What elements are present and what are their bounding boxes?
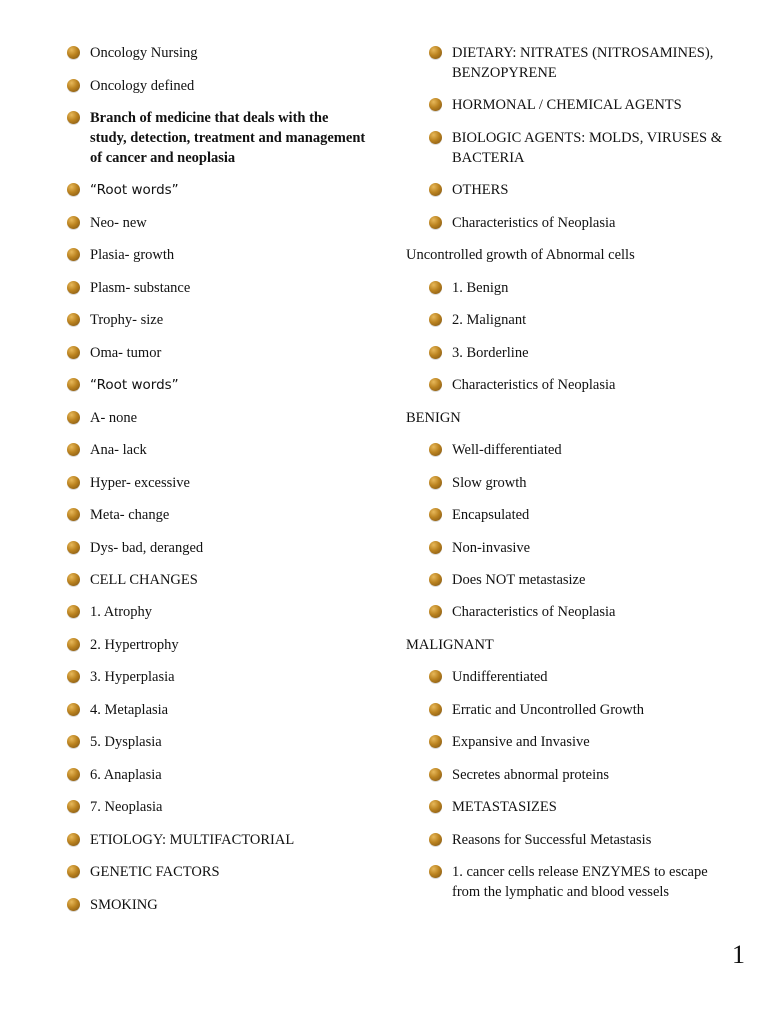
list-item-text: METASTASIZES: [452, 799, 557, 815]
list-item-text: Well-differentiated: [452, 442, 562, 458]
list-item: [66, 765, 366, 785]
list-item-text: CELL CHANGES: [90, 572, 198, 588]
bullet-icon: [67, 735, 80, 748]
section-heading-text: BENIGN: [406, 410, 461, 426]
list-item-text: 2. Hypertrophy: [90, 637, 179, 653]
list-item-text: 2. Malignant: [452, 312, 527, 328]
list-item-text: Meta- change: [90, 507, 170, 523]
list-item: [406, 862, 736, 902]
list-item-text: 1. Benign: [452, 280, 509, 296]
list-item-text: OTHERS: [452, 182, 509, 198]
list-item-text: “Root words”: [90, 182, 179, 198]
list-item: [66, 245, 366, 265]
list-item: [66, 732, 366, 752]
bullet-icon: [429, 735, 442, 748]
list-item-text: 3. Hyperplasia: [90, 669, 175, 685]
list-item: [66, 635, 366, 655]
list-item: [406, 95, 736, 115]
bullet-icon: [67, 248, 80, 261]
list-item: [66, 408, 366, 428]
section-heading: [406, 245, 736, 265]
definition-text: Branch of medicine that deals with the study, detection, treatment and management of cancer and neoplasia: [90, 110, 366, 166]
bullet-icon: [67, 281, 80, 294]
bullet-icon: [67, 476, 80, 489]
bullet-icon: [429, 541, 442, 554]
bullet-icon: [67, 605, 80, 618]
list-item-text: Characteristics of Neoplasia: [452, 377, 616, 393]
list-item: [66, 375, 366, 395]
list-item-text: 1. Atrophy: [90, 604, 153, 620]
list-item: [406, 375, 736, 395]
list-item-text: BIOLOGIC AGENTS: MOLDS, VIRUSES & BACTERIA: [452, 130, 723, 166]
list-item: [66, 278, 366, 298]
list-item: [66, 213, 366, 233]
list-item-text: GENETIC FACTORS: [90, 864, 220, 880]
list-item-text: Characteristics of Neoplasia: [452, 215, 616, 231]
list-item: [406, 700, 736, 720]
bullet-icon: [429, 508, 442, 521]
list-item: [66, 830, 366, 850]
section-heading: [406, 635, 736, 655]
bullet-icon: [67, 573, 80, 586]
list-item: [66, 505, 366, 525]
bullet-icon: [67, 898, 80, 911]
bullet-icon: [67, 768, 80, 781]
bullet-icon: [67, 541, 80, 554]
list-item-text: Erratic and Uncontrolled Growth: [452, 702, 645, 718]
bullet-icon: [429, 216, 442, 229]
bullet-icon: [429, 183, 442, 196]
list-item: [406, 505, 736, 525]
list-item: [66, 76, 366, 96]
list-item-text: Trophy- size: [90, 312, 164, 328]
list-item-text: 6. Anaplasia: [90, 767, 162, 783]
list-item-text: ETIOLOGY: MULTIFACTORIAL: [90, 832, 295, 848]
list-item-text: 4. Metaplasia: [90, 702, 169, 718]
list-item-text: Slow growth: [452, 475, 527, 491]
list-item: [66, 895, 366, 915]
list-item: [406, 570, 736, 590]
list-item-text: Dys- bad, deranged: [90, 540, 204, 556]
bullet-icon: [67, 508, 80, 521]
list-item: [406, 213, 736, 233]
list-item-text: Encapsulated: [452, 507, 530, 523]
list-item-text: HORMONAL / CHEMICAL AGENTS: [452, 97, 682, 113]
bullet-icon: [429, 703, 442, 716]
bullet-icon: [429, 313, 442, 326]
list-item-text: Plasia- growth: [90, 247, 175, 263]
bullet-icon: [429, 865, 442, 878]
bullet-icon: [429, 605, 442, 618]
list-item: [406, 602, 736, 622]
bullet-icon: [67, 111, 80, 124]
bullet-icon: [429, 281, 442, 294]
bullet-icon: [429, 833, 442, 846]
list-item: [406, 732, 736, 752]
bullet-icon: [429, 378, 442, 391]
list-item-text: DIETARY: NITRATES (NITROSAMINES), BENZOPYRENE: [452, 45, 714, 81]
bullet-icon: [67, 800, 80, 813]
list-item-text: 7. Neoplasia: [90, 799, 163, 815]
list-item-text: Reasons for Successful Metastasis: [452, 832, 652, 848]
list-item-text: Non-invasive: [452, 540, 531, 556]
list-item-text: Characteristics of Neoplasia: [452, 604, 616, 620]
bullet-icon: [67, 703, 80, 716]
list-item-text: 5. Dysplasia: [90, 734, 162, 750]
bullet-icon: [67, 638, 80, 651]
list-item: [66, 700, 366, 720]
list-item: [406, 667, 736, 687]
bullet-icon: [67, 346, 80, 359]
list-item: [406, 830, 736, 850]
bullet-icon: [429, 131, 442, 144]
list-item: [406, 180, 736, 200]
bullet-icon: [67, 183, 80, 196]
list-item-text: Neo- new: [90, 215, 147, 231]
bullet-icon: [67, 378, 80, 391]
list-item: [66, 180, 366, 200]
bullet-icon: [429, 98, 442, 111]
list-item-text: “Root words”: [90, 377, 179, 393]
list-item-text: 3. Borderline: [452, 345, 529, 361]
bullet-icon: [67, 79, 80, 92]
list-item: [406, 43, 736, 83]
list-item: [66, 473, 366, 493]
section-heading-text: MALIGNANT: [406, 637, 494, 653]
list-item-text: Undifferentiated: [452, 669, 548, 685]
bullet-icon: [67, 865, 80, 878]
list-item-text: Secretes abnormal proteins: [452, 767, 610, 783]
list-item-text: Expansive and Invasive: [452, 734, 590, 750]
list-item-text: Ana- lack: [90, 442, 147, 458]
list-item: [406, 310, 736, 330]
list-item: [406, 765, 736, 785]
bullet-icon: [429, 573, 442, 586]
bullet-icon: [67, 833, 80, 846]
list-item: [66, 343, 366, 363]
list-item-text: A- none: [90, 410, 138, 426]
page-number: 1: [732, 940, 745, 969]
list-item: [406, 473, 736, 493]
list-item: [66, 862, 366, 882]
list-item: [66, 538, 366, 558]
list-item-text: Oncology defined: [90, 78, 195, 94]
list-item-text: Plasm- substance: [90, 280, 191, 296]
bullet-icon: [429, 476, 442, 489]
list-item-text: Oma- tumor: [90, 345, 162, 361]
list-item: [66, 108, 366, 168]
bullet-icon: [429, 768, 442, 781]
list-item: [66, 797, 366, 817]
list-item: [406, 797, 736, 817]
list-item: [406, 128, 736, 168]
section-heading: [406, 408, 736, 428]
bullet-icon: [429, 670, 442, 683]
list-item: [406, 440, 736, 460]
bullet-icon: [67, 46, 80, 59]
bullet-icon: [67, 313, 80, 326]
list-item: [66, 570, 366, 590]
list-item: [66, 440, 366, 460]
list-item: [66, 602, 366, 622]
bullet-icon: [429, 346, 442, 359]
bullet-icon: [67, 670, 80, 683]
list-item: [406, 278, 736, 298]
list-item: [406, 538, 736, 558]
list-item-text: Oncology Nursing: [90, 45, 198, 61]
bullet-icon: [429, 46, 442, 59]
list-item: [406, 343, 736, 363]
section-heading-text: Uncontrolled growth of Abnormal cells: [406, 247, 635, 263]
list-item: [66, 310, 366, 330]
list-item-text: SMOKING: [90, 897, 158, 913]
list-item-text: Does NOT metastasize: [452, 572, 586, 588]
bullet-icon: [429, 443, 442, 456]
bullet-icon: [67, 443, 80, 456]
list-item-text: 1. cancer cells release ENZYMES to escape from the lymphatic and blood vessels: [452, 864, 708, 900]
list-item-text: Hyper- excessive: [90, 475, 190, 491]
list-item: [66, 43, 366, 63]
bullet-icon: [429, 800, 442, 813]
bullet-icon: [67, 411, 80, 424]
list-item: [66, 667, 366, 687]
bullet-icon: [67, 216, 80, 229]
